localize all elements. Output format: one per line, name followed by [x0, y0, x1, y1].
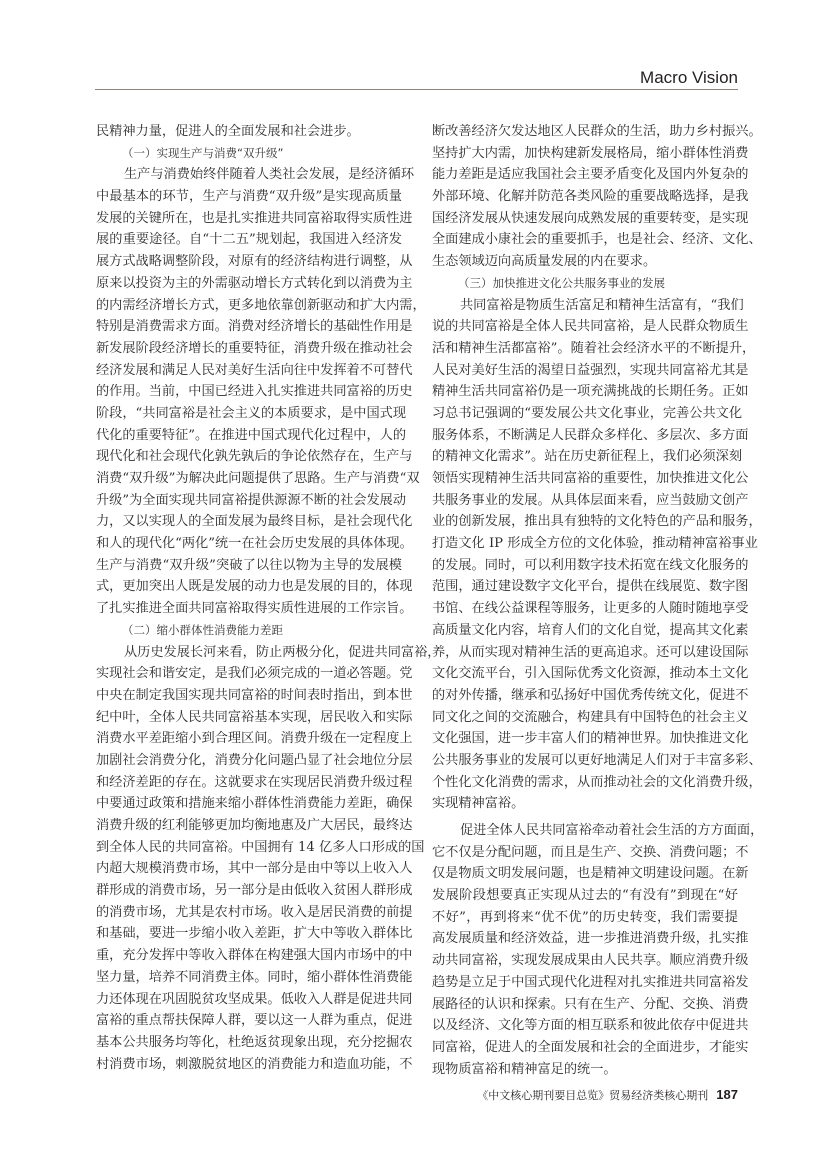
- text-line: 内超大规模消费市场，其中一部分是由中等以上收入人: [96, 861, 413, 877]
- text-line: 民精神力量，促进人的全面发展和社会进步。: [96, 124, 360, 139]
- text-line: 服务体系，不断满足人民群众多样化、多层次、多方面: [432, 427, 749, 443]
- text-line: 仅是物质文明发展问题，也是精神文明建设问题。在新: [432, 866, 749, 882]
- text-line: 书馆、在线公益课程等服务，让更多的人随时随地享受: [432, 601, 749, 617]
- text-line: 能力差距是适应我国社会主要矛盾变化及国内外复杂的: [432, 167, 749, 183]
- text-line: 发展的关键所在，也是扎实推进共同富裕取得实质性进: [96, 210, 413, 226]
- text-line: 的发展。同时，可以利用数字技术拓宽在线文化服务的: [432, 557, 749, 573]
- footer-journal-name: 《中文核心期刊要目总览》贸易经济类核心期刊: [477, 1090, 709, 1102]
- text-line: 力，又以实现人的全面发展为最终目标，是社会现代化: [96, 514, 413, 530]
- text-line: 说的共同富裕是全体人民共同富裕，是人民群众物质生: [432, 319, 749, 335]
- paragraph-first-line: 促进全体人民共同富裕牵动着社会生活的方方面面，: [460, 823, 764, 838]
- text-line: 坚持扩大内需，加快构建新发展格局，缩小群体性消费: [432, 145, 749, 161]
- text-line: 力还体现在巩固脱贫攻坚成果。低收入人群是促进共同: [96, 991, 413, 1007]
- text-line: 基本公共服务均等化，杜绝返贫现象出现，充分挖掘农: [96, 1034, 413, 1050]
- text-line: 现物质富裕和精神富足的统一。: [432, 1061, 617, 1077]
- text-line: 业的创新发展，推出具有独特的文化特色的产品和服务，: [432, 514, 762, 530]
- text-line: 阶段，“共同富裕是社会主义的本质要求，是中国式现: [96, 405, 407, 421]
- text-line: 升级”为全面实现共同富裕提供源源不断的社会发展动: [96, 492, 407, 508]
- text-line: 生产与消费“双升级”突破了以往以物为主导的发展模: [96, 557, 402, 573]
- text-line: 纪中叶，全体人民共同富裕基本实现，居民收入和实际: [96, 709, 413, 725]
- text-line: 精神生活共同富裕仍是一项充满挑战的长期任务。正如: [432, 384, 749, 400]
- text-line: 和人的现代化“两化”统一在社会历史发展的具体体现。: [96, 536, 413, 552]
- text-line: 它不仅是分配问题，而且是生产、交换、消费问题；不: [432, 844, 749, 860]
- header-divider: [95, 89, 738, 90]
- right-text-column: [432, 121, 764, 1080]
- text-line: 中央在制定我国实现共同富裕的时间表时指出，到本世: [96, 687, 413, 703]
- text-line: 加剧社会消费分化，消费分化问题凸显了社会地位分层: [96, 752, 413, 768]
- text-line: 范围，通过建设数字文化平台，提供在线展览、数字图: [432, 579, 749, 595]
- text-line: 消费水平差距缩小到合理区间。消费升级在一定程度上: [96, 731, 413, 747]
- text-line: 习总书记强调的“要发展公共文化事业，完善公共文化: [432, 405, 743, 421]
- text-line: 的内需经济增长方式，更多地依靠创新驱动和扩大内需，: [96, 297, 426, 313]
- text-line: 富裕的重点帮扶保障人群，要以这一人群为重点，促进: [96, 1013, 413, 1029]
- text-line: 代化的重要特征”。在推进中国式现代化过程中，人的: [96, 427, 407, 443]
- text-line: 打造文化 IP 形成全方位的文化体验，推动精神富裕事业: [432, 536, 758, 552]
- text-line: 动共同富裕，实现发展成果由人民共享。顺应消费升级: [432, 953, 749, 969]
- text-line: 和基础，要进一步缩小收入差距，扩大中等收入群体比: [96, 926, 413, 942]
- text-line: 重，充分发挥中等收入群体在构建强大国内市场中的中: [96, 948, 413, 964]
- text-line: 坚力量，培养不同消费主体。同时，缩小群体性消费能: [96, 969, 413, 985]
- text-line: 新发展阶段经济增长的重要特征，消费升级在推动社会: [96, 340, 413, 356]
- text-line: 到全体人民的共同富裕。中国拥有 14 亿多人口形成的国: [96, 839, 425, 855]
- text-line: 现代化和社会现代化孰先孰后的争论依然存在，生产与: [96, 449, 413, 465]
- text-line: 经济发展和满足人民对美好生活向往中发挥着不可替代: [96, 362, 413, 378]
- text-line: 不好”，再到将来“优不优”的历史转变，我们需要提: [432, 909, 738, 925]
- text-line: 活和精神生活都富裕”。随着社会经济水平的不断提升，: [432, 340, 756, 356]
- text-line: 的消费市场，尤其是农村市场。收入是居民消费的前提: [96, 904, 413, 920]
- text-line: 的对外传播，继承和弘扬好中国优秀传统文化，促进不: [432, 687, 749, 703]
- text-line: 和经济差距的存在。这就要求在实现居民消费升级过程: [96, 774, 413, 790]
- text-line: 中最基本的环节，生产与消费“双升级”是实现高质量: [96, 189, 402, 205]
- text-line: 群形成的消费市场，另一部分是由低收入贫困人群形成: [96, 883, 413, 899]
- text-line: 文化强国，进一步丰富人们的精神世界。加快推进文化: [432, 731, 749, 747]
- paragraph-first-line: 从历史发展长河来看，防止两极分化，促进共同富裕，: [124, 644, 441, 660]
- text-line: 展路径的认识和探索。只有在生产、分配、交换、消费: [432, 996, 749, 1012]
- paragraph-first-line: 生产与消费始终伴随着人类社会发展，是经济循环: [124, 167, 415, 183]
- text-line: 个性化文化消费的需求，从而推动社会的文化消费升级，: [432, 774, 762, 790]
- text-line: 中要通过政策和措施来缩小群体性消费能力差距，确保: [96, 796, 413, 812]
- text-line: 展方式战略调整阶段，对原有的经济结构进行调整，从: [96, 254, 413, 270]
- text-line: 实现精神富裕。: [432, 796, 525, 812]
- text-line: 村消费市场，刺激脱贫地区的消费能力和造血功能，不: [96, 1056, 413, 1072]
- section-header-title: Macro Vision: [640, 68, 738, 87]
- text-line: 国经济发展从快速发展向成熟发展的重要转变，是实现: [432, 210, 749, 226]
- section-heading: （三）加快推进文化公共服务事业的发展: [458, 275, 665, 290]
- text-line: 文化交流平台，引入国际优秀文化资源，推动本土文化: [432, 666, 749, 682]
- text-line: 公共服务事业的发展可以更好地满足人们对于丰富多彩、: [432, 752, 762, 768]
- text-line: 高质量文化内容，培育人们的文化自觉，提高其文化素: [432, 622, 749, 638]
- paragraph-first-line: 共同富裕是物质生活富足和精神生活富有，“我们: [460, 297, 744, 313]
- text-line: 发展阶段想要真正实现从过去的“有没有”到现在“好: [432, 888, 738, 904]
- page-footer: [477, 1086, 738, 1104]
- text-line: 实现社会和谐安定，是我们必须完成的一道必答题。党: [96, 666, 413, 682]
- text-line: 消费“双升级”为解决此问题提供了思路。生产与消费“双: [96, 471, 420, 486]
- text-line: 式，更加突出人既是发展的动力也是发展的目的，体现: [96, 579, 413, 595]
- text-line: 全面建成小康社会的重要抓手，也是社会、经济、文化、: [432, 232, 762, 248]
- text-line: 外部环境、化解并防范各类风险的重要战略选择，是我: [432, 189, 749, 205]
- text-line: 以及经济、文化等方面的相互联系和彼此依存中促进共: [432, 1018, 749, 1034]
- text-line: 养，从而实现对精神生活的更高追求。还可以建设国际: [432, 644, 749, 660]
- left-text-column: [96, 121, 441, 1075]
- text-line: 的作用。当前，中国已经进入扎实推进共同富裕的历史: [96, 384, 413, 400]
- text-line: 人民对美好生活的渴望日益强烈，实现共同富裕尤其是: [432, 362, 749, 378]
- text-line: 共服务事业的发展。从具体层面来看，应当鼓励文创产: [432, 492, 749, 508]
- text-line: 了扎实推进全面共同富裕取得实质性进展的工作宗旨。: [96, 601, 413, 617]
- text-line: 原来以投资为主的外需驱动增长方式转化到以消费为主: [96, 275, 413, 291]
- text-line: 消费升级的红利能够更加均衡地惠及广大居民，最终达: [96, 818, 413, 833]
- text-line: 的精神文化需求”。站在历史新征程上，我们必须深刻: [432, 449, 743, 465]
- text-line: 展的重要途径。自“十二五”规划起，我国进入经济发: [96, 232, 402, 248]
- section-heading: （二）缩小群体性消费能力差距: [122, 622, 283, 637]
- text-line: 同文化之间的交流融合，构建具有中国特色的社会主义: [432, 709, 749, 725]
- text-line: 生态领域迈向高质量发展的内在要求。: [432, 254, 657, 270]
- text-line: 特别是消费需求方面。消费对经济增长的基础性作用是: [96, 319, 413, 335]
- text-line: 领悟实现精神生活共同富裕的重要性，加快推进文化公: [432, 471, 749, 486]
- text-line: 断改善经济欠发达地区人民群众的生活，助力乡村振兴。: [432, 124, 762, 139]
- section-heading: （一）实现生产与消费“双升级”: [122, 145, 284, 160]
- text-line: 高发展质量和经济效益，进一步推进消费升级，扎实推: [432, 931, 749, 947]
- text-line: 趋势是立足于中国式现代化进程对扎实推进共同富裕发: [432, 974, 749, 990]
- page-number: 187: [716, 1087, 738, 1102]
- text-line: 同富裕，促进人的全面发展和社会的全面进步，才能实: [432, 1039, 749, 1055]
